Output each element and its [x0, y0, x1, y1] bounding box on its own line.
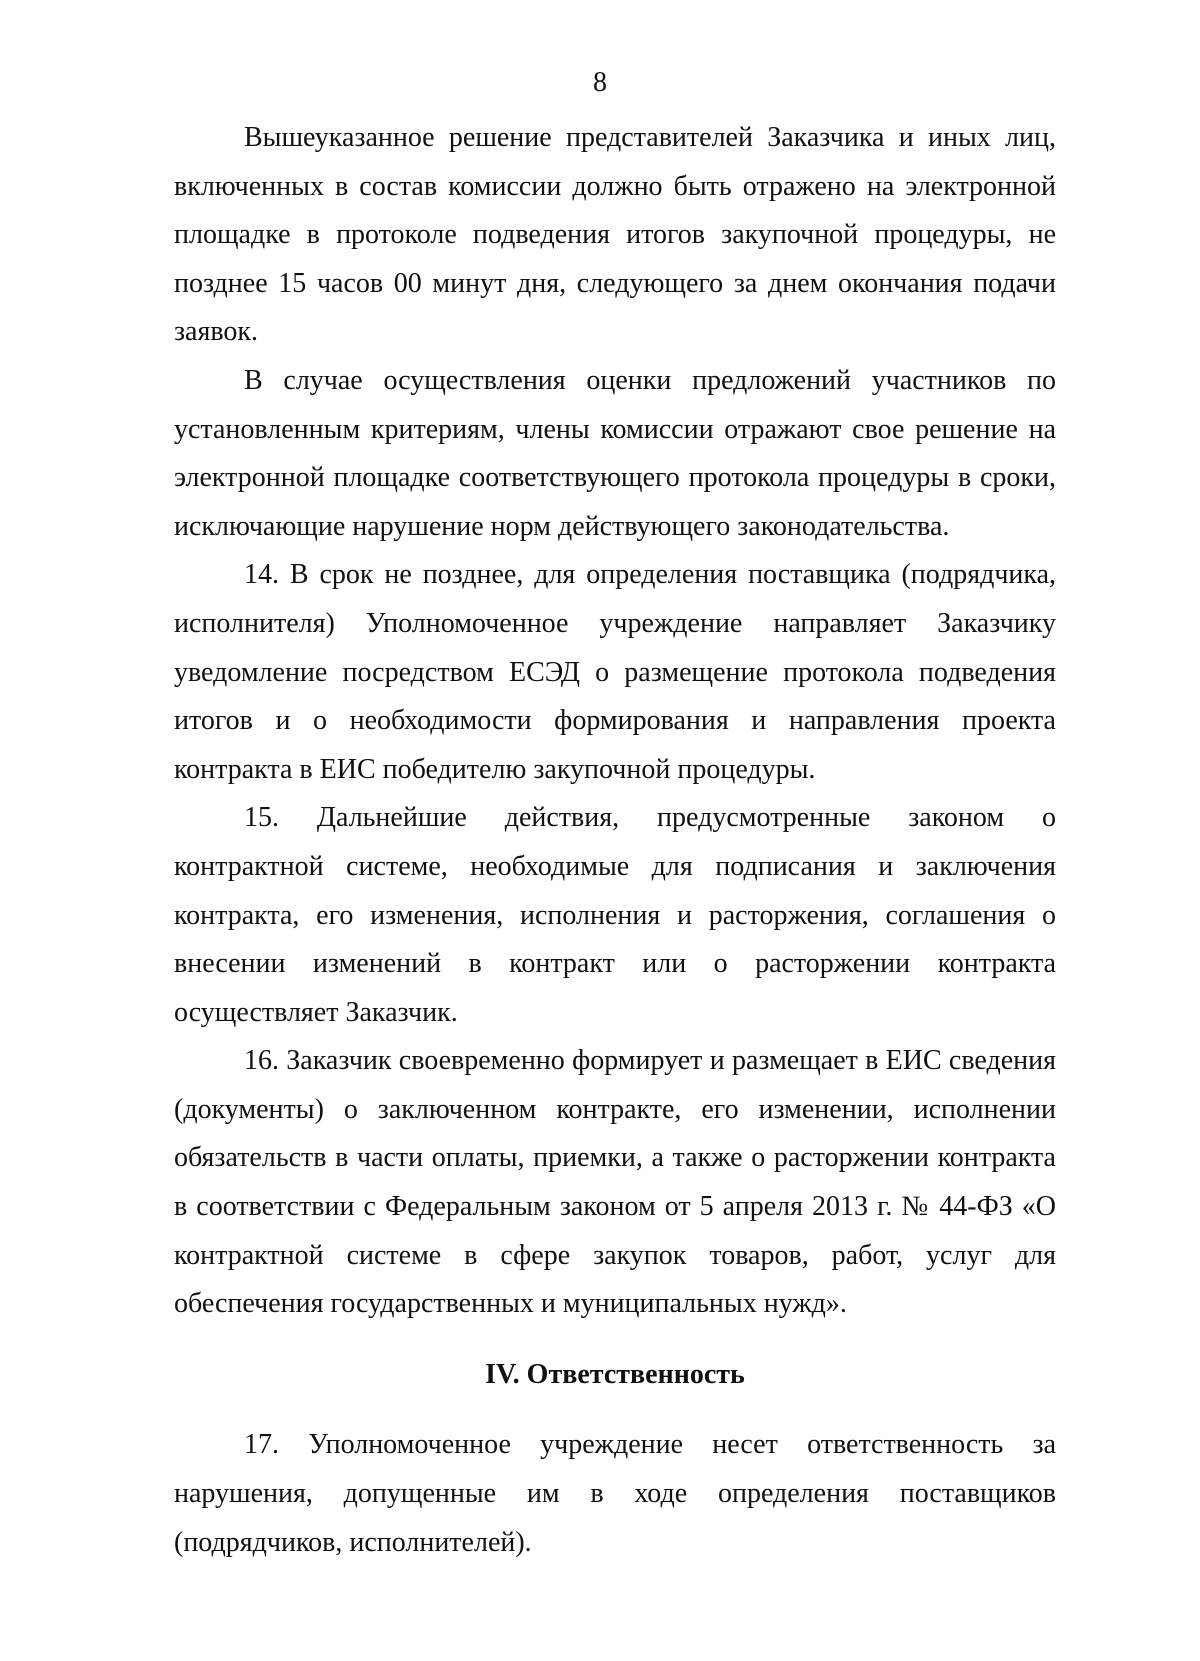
section-heading: IV. Ответственность: [485, 1358, 745, 1390]
document-body: [174, 114, 1056, 1567]
paragraph-item-15: 15. Дальнейшие действия, предусмотренные законом о контрактной системе, необходимые для подписания и заключения контракта, его изменения, исполнения и расторжения, соглашения о внесении изменений в контракт или о расторжении контракта осуществляет Заказчик.: [174, 802, 1056, 1028]
paragraph-criteria-evaluation: В случае осуществления оценки предложений участников по установленным критериям, члены комиссии отражают свое решение на электронной площадке соответствующего протокола процедуры в сроки, исключающие нарушение норм действующего законодательства.: [174, 364, 1056, 542]
paragraph-item-17: 17. Уполномоченное учреждение несет ответственность за нарушения, допущенные им в ходе определения поставщиков (подрядчиков, исполнителей).: [174, 1429, 1056, 1558]
page-number: 8: [593, 67, 607, 98]
paragraph-item-14: 14. В срок не позднее, для определения поставщика (подрядчика, исполнителя) Уполномоченное учреждение направляет Заказчику уведомление посредством ЕСЭД о размещение протокола подведения итогов и о необходимости формирования и направления проекта контракта в ЕИС победителю закупочной процедуры.: [174, 559, 1056, 785]
paragraph-decision-recording: Вышеуказанное решение представителей Заказчика и иных лиц, включенных в состав комиссии должно быть отражено на электронной площадке в протоколе подведения итогов закупочной процедуры, не позднее 15 часов 00 минут дня, следующего за днем окончания подачи заявок.: [174, 122, 1056, 348]
paragraph-item-16: 16. Заказчик своевременно формирует и размещает в ЕИС сведения (документы) о заключенном контракте, его изменении, исполнении обязательств в части оплаты, приемки, а также о расторжении контракта в соответствии с Федеральным законом от 5 апреля 2013 г. № 44-ФЗ «О контрактной системе в сфере закупок товаров, работ, услуг для обеспечения государственных и муниципальных нужд».: [174, 1045, 1056, 1320]
